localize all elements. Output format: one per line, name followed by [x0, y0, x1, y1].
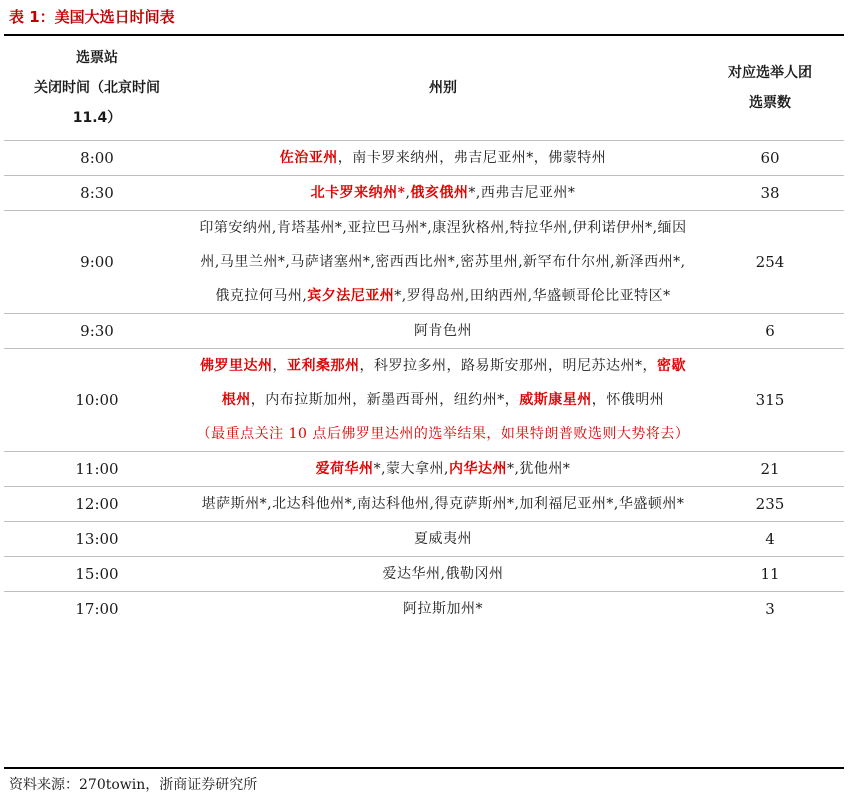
state-text: ，南卡罗来纳州，弗吉尼亚州*，佛蒙特州: [337, 150, 607, 166]
electoral-votes-cell: 235: [696, 487, 844, 522]
states-cell: [190, 176, 696, 211]
header-row: [4, 36, 844, 141]
states-cell: [190, 349, 696, 452]
table-row: [4, 176, 844, 211]
header-electoral-votes: [696, 36, 844, 141]
state-text: 夏威夷州: [414, 531, 472, 547]
states-cell: [190, 211, 696, 314]
table-row: [4, 211, 844, 314]
highlighted-state: 爱荷华州: [315, 461, 374, 477]
table-row: [4, 557, 844, 592]
table-row: [4, 141, 844, 176]
closing-time-cell: 8:00: [4, 141, 190, 176]
state-text: *,蒙大拿州,: [373, 461, 449, 477]
header-closing-time-line2: 关闭时间（北京时间: [34, 80, 160, 96]
highlighted-state: 俄亥俄州: [410, 185, 469, 201]
electoral-votes-cell: 60: [696, 141, 844, 176]
state-text: *,罗得岛州,田纳西州,华盛顿哥伦比亚特区*: [394, 288, 671, 304]
state-text: 阿拉斯加州*: [403, 601, 483, 617]
source-note: 资料来源：270towin，浙商证券研究所: [9, 777, 258, 793]
state-text: 印第安纳州,肯塔基州*,亚拉巴马州*,康涅狄格州,特拉华州,伊利诺伊州*,缅因州,马里兰州*,马萨诸塞州*,密西西比州*,密苏里州,新罕布什尔州,新泽西州*,俄克拉何马州,: [199, 220, 687, 304]
state-text: ，内布拉斯加州，新墨西哥州，纽约州*，: [250, 392, 520, 408]
header-closing-time-line3: 11.4）: [72, 110, 122, 126]
closing-time-cell: 13:00: [4, 522, 190, 557]
state-text: ，: [272, 358, 287, 374]
closing-time-cell: 8:30: [4, 176, 190, 211]
highlighted-state: 内华达州: [448, 461, 507, 477]
state-text: ，科罗拉多州，路易斯安那州，明尼苏达州*，: [359, 358, 657, 374]
table-row: [4, 522, 844, 557]
electoral-votes-cell: 4: [696, 522, 844, 557]
state-text: ，怀俄明州: [591, 392, 665, 408]
highlighted-state: 亚利桑那州: [287, 358, 360, 374]
states-cell: [190, 487, 696, 522]
states-cell: [190, 314, 696, 349]
state-text: 阿肯色州: [414, 323, 472, 339]
header-electoral-votes-line1: 对应选举人团: [728, 65, 812, 81]
electoral-votes-cell: 3: [765, 600, 775, 618]
states-cell: [190, 592, 696, 627]
table-bottom-rule: [4, 767, 844, 769]
closing-time-cell: 9:30: [4, 314, 190, 349]
state-text: 堪萨斯州*,北达科他州*,南达科他州,得克萨斯州*,加利福尼亚州*,华盛顿州*: [201, 496, 685, 512]
closing-time-cell: 9:00: [4, 211, 190, 314]
header-states: 州别: [190, 36, 696, 141]
electoral-votes-cell: 254: [696, 211, 844, 314]
state-text: *,西弗吉尼亚州*: [468, 185, 576, 201]
header-closing-time: [4, 36, 190, 141]
header-closing-time-line1: 选票站: [76, 50, 118, 66]
highlighted-state: 威斯康星州: [519, 392, 592, 408]
highlighted-state: 佛罗里达州: [200, 358, 273, 374]
closing-time-cell: 15:00: [4, 557, 190, 592]
table-row: [4, 314, 844, 349]
electoral-votes-cell: 38: [696, 176, 844, 211]
table-body: [4, 141, 844, 627]
state-text: ,: [405, 185, 411, 201]
states-cell: [190, 557, 696, 592]
electoral-votes-cell: 315: [696, 349, 844, 452]
states-cell: [190, 452, 696, 487]
highlighted-state: 北卡罗来纳州*: [310, 185, 406, 201]
closing-time-cell: 10:00: [4, 349, 190, 452]
state-text: *,犹他州*: [506, 461, 571, 477]
table-row: [4, 349, 844, 452]
header-electoral-votes-line2: 选票数: [749, 95, 791, 111]
highlighted-state: 宾夕法尼亚州: [307, 288, 395, 304]
table-row: [4, 592, 844, 627]
table-row: [4, 487, 844, 522]
electoral-votes-cell: 21: [696, 452, 844, 487]
highlighted-state: 密歇根州: [221, 358, 686, 408]
states-cell: [190, 141, 696, 176]
state-text: 爱达华州,俄勒冈州: [382, 566, 504, 582]
states-cell: [190, 522, 696, 557]
highlighted-state: 佐治亚州: [279, 150, 338, 166]
electoral-votes-cell: 11: [696, 557, 844, 592]
table-row: [4, 452, 844, 487]
table-caption: 表 1：美国大选日时间表: [9, 8, 175, 26]
electoral-votes-cell: 6: [696, 314, 844, 349]
key-note: （最重点关注 10 点后佛罗里达州的选举结果，如果特朗普败选则大势将去）: [196, 426, 690, 442]
election-schedule-table: [4, 36, 844, 626]
closing-time-cell: 17:00: [75, 600, 119, 618]
closing-time-cell: 12:00: [4, 487, 190, 522]
closing-time-cell: 11:00: [4, 452, 190, 487]
